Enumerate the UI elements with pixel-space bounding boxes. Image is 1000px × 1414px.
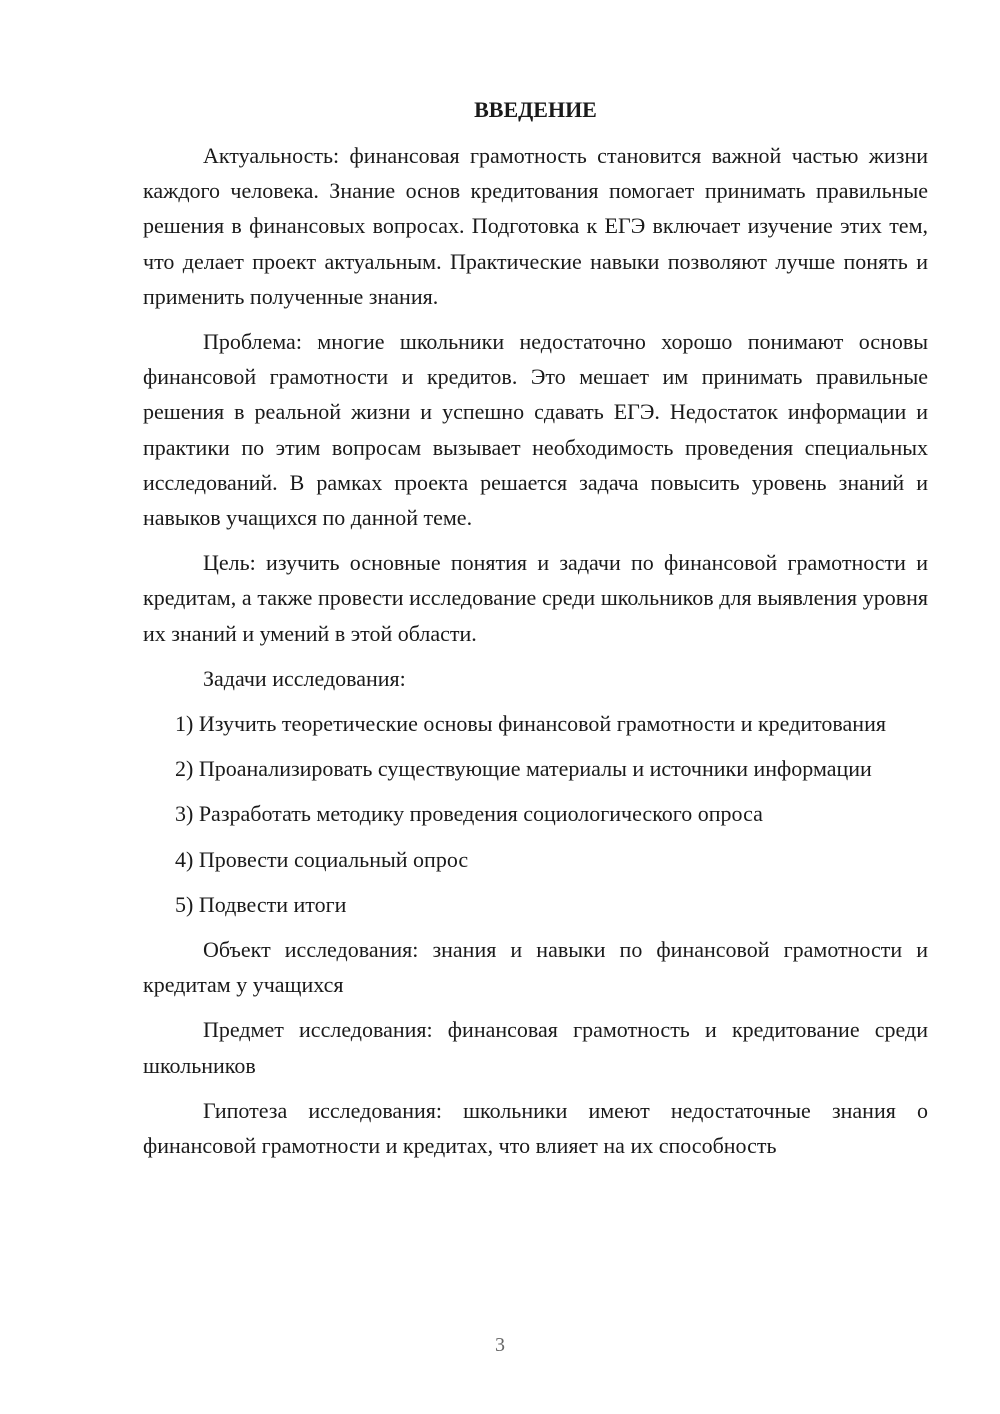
hypothesis-paragraph: Гипотеза исследования: школьники имеют недостаточные знания о финансовой грамотности и кредитах, что влияет на их способность	[143, 1097, 928, 1159]
task-item: 4) Провести социальный опрос	[175, 846, 469, 872]
page-number: 3	[495, 1334, 505, 1356]
relevance-paragraph: Актуальность: финансовая грамотность становится важной частью жизни каждого человека. Знание основ кредитования помогает принимать правильные решения в финансовых вопросах. Подготовка к ЕГЭ включает изучение этих тем, что делает проект актуальным. Практические навыки позволяют лучше понять и применить полученные знания.	[143, 143, 928, 309]
task-item: 2) Проанализировать существующие материалы и источники информации	[175, 756, 872, 782]
goal-paragraph: Цель: изучить основные понятия и задачи по финансовой грамотности и кредитам, а также провести исследование среди школьников для выявления уровня их знаний и умений в этой области.	[143, 550, 928, 646]
tasks-title: Задачи исследования:	[203, 665, 406, 691]
object-paragraph: Объект исследования: знания и навыки по финансовой грамотности и кредитам у учащихся	[143, 937, 928, 998]
task-item: 1) Изучить теоретические основы финансовой грамотности и кредитования	[175, 711, 886, 737]
page-content	[143, 92, 928, 1173]
section-heading: ВВЕДЕНИЕ	[474, 97, 597, 122]
task-item: 3) Разработать методику проведения социологического опроса	[175, 801, 763, 827]
subject-paragraph: Предмет исследования: финансовая грамотность и кредитование среди школьников	[143, 1017, 928, 1078]
task-item: 5) Подвести итоги	[175, 891, 347, 917]
problem-paragraph: Проблема: многие школьники недостаточно хорошо понимают основы финансовой грамотности и кредитов. Это мешает им принимать правильные решения в реальной жизни и успешно сдавать ЕГЭ. Недостаток информации и практики по этим вопросам вызывает необходимость проведения специальных исследований. В рамках проекта решается задача повысить уровень знаний и навыков учащихся по данной теме.	[143, 329, 928, 531]
